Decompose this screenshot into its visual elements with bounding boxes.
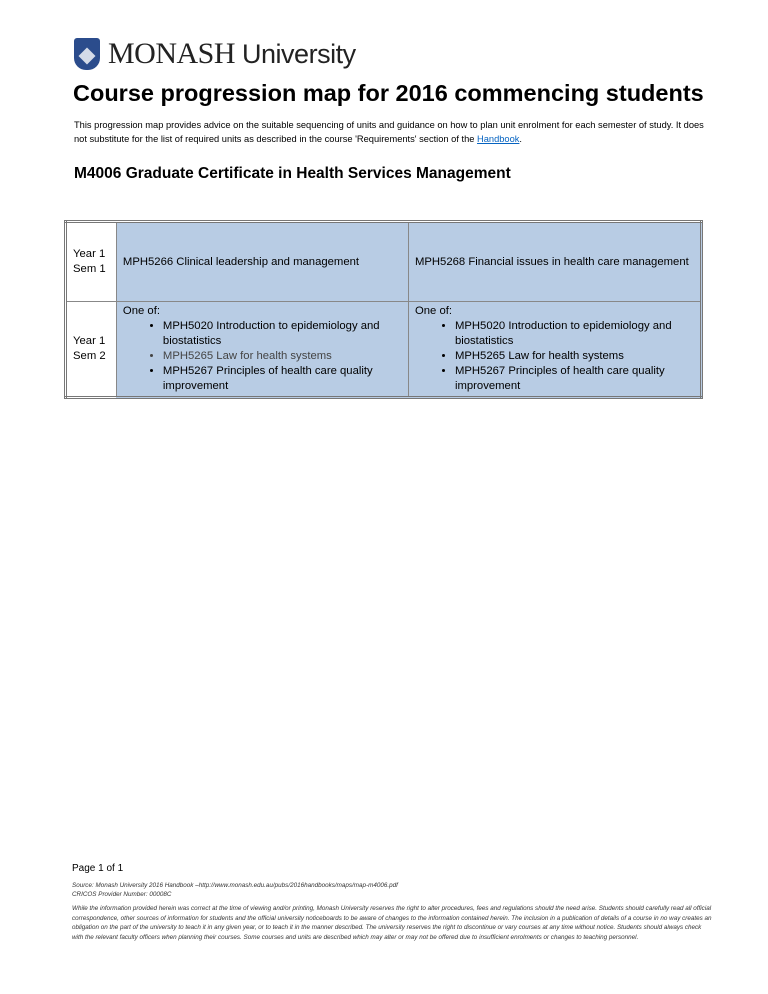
source-note	[72, 882, 398, 899]
list-item: • MPH5020 Introduction to epidemiology and biostatistics	[163, 319, 402, 349]
unit-cell: MPH5266 Clinical leadership and management	[116, 222, 408, 302]
table-row	[66, 302, 702, 398]
page-number: Page 1 of 1	[72, 863, 124, 874]
progression-table	[64, 220, 703, 399]
table-row	[66, 222, 702, 302]
semester-label: Year 1 Sem 2	[66, 302, 117, 398]
options-list	[415, 319, 694, 394]
list-item: • MPH5265 Law for health systems	[455, 349, 694, 364]
monash-logo	[74, 37, 356, 71]
intro-text	[74, 118, 706, 146]
unit-options-cell	[408, 302, 701, 398]
list-item: • MPH5267 Principles of health care quality improvement	[163, 364, 402, 394]
list-item: • MPH5267 Principles of health care quality improvement	[455, 364, 694, 394]
logo-brand: MONASH	[108, 37, 236, 70]
semester-label: Year 1 Sem 1	[66, 222, 117, 302]
logo-suffix: University	[242, 39, 356, 69]
page-title: Course progression map for 2016 commencing students	[73, 80, 704, 106]
disclaimer: While the information provided herein was correct at the time of viewing and/or printing, Monash University reserves the right to alter procedures, fees and regulations should the need arise. Students should carefully read all official correspondence, other sources of information for students and the official university noticeboards to be aware of changes to the information contained herein. The inclusion in a publication of details of a course in no way creates an obligation on the part of the university to teach it in any given year, or to teach it in the manner described. The university reserves the right to discontinue or vary courses at any time without notice. Students should always check with the relevant faculty officers when planning their courses. Some courses and units are described which may alter or may not be offered due to insufficient enrolments or changes to teaching personnel.	[72, 905, 712, 941]
intro-body: This progression map provides advice on the suitable sequencing of units and guidance on how to plan unit enrolment for each semester of study. It does not substitute for the list of required units as described in the course 'Requirements' section of the	[74, 120, 704, 144]
source-line: Source: Monash University 2016 Handbook –http://www.monash.edu.au/pubs/2016handbooks/maps/map-m4006.pdf	[72, 882, 398, 889]
intro-end: .	[519, 134, 523, 144]
course-title: M4006 Graduate Certificate in Health Services Management	[74, 165, 511, 182]
cricos-line: CRICOS Provider Number: 00008C	[72, 890, 172, 898]
options-heading: One of:	[414, 305, 453, 317]
unit-cell: MPH5268 Financial issues in health care management	[408, 222, 701, 302]
options-list	[123, 319, 402, 394]
crest-icon	[74, 38, 100, 70]
unit-options-cell	[116, 302, 408, 398]
options-heading: One of:	[122, 305, 160, 317]
handbook-link[interactable]: Handbook	[477, 134, 520, 144]
list-item: • MPH5020 Introduction to epidemiology and biostatistics	[455, 319, 694, 349]
list-item: • MPH5265 Law for health systems	[163, 349, 402, 364]
